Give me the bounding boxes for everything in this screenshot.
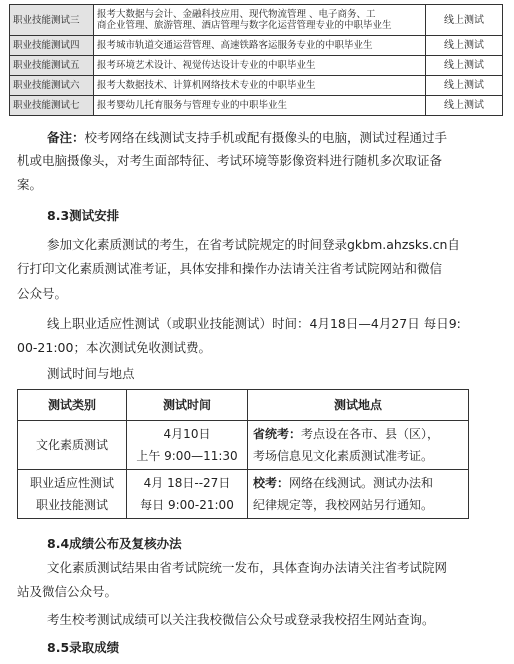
- test-name-cell: 职业技能测试七: [10, 96, 94, 116]
- place-line: [253, 423, 463, 445]
- table-header-row: [18, 390, 469, 421]
- table-caption: 测试时间与地点: [47, 366, 135, 381]
- section-heading: 8.4成绩公布及复核办法: [47, 536, 182, 551]
- table-row: [10, 56, 503, 76]
- table-row: [10, 36, 503, 56]
- paragraph-line: 参加文化素质测试的考生，在省考试院规定的时间登录gkbm.ahzsks.cn自: [47, 237, 460, 252]
- paragraph-line: 文化素质测试结果由省考试院统一发布，具体查询办法请关注省考试院网: [47, 560, 448, 575]
- test-name-cell: 职业技能测试六: [10, 76, 94, 96]
- test-mode-cell: 线上测试: [426, 56, 503, 76]
- time-line: 4月 18日--27日: [143, 476, 231, 490]
- table-row: [10, 5, 503, 36]
- place-text: 考点设在各市、县（区），: [301, 427, 440, 441]
- time-line: 每日 9:00-21:00: [140, 498, 234, 512]
- test-mode-cell: 线上测试: [426, 5, 503, 36]
- time-cell: [127, 470, 248, 519]
- table-row: [18, 421, 469, 470]
- note-line: 案。: [17, 177, 43, 192]
- note-label: 备注：: [47, 130, 85, 145]
- time-cell: [127, 421, 248, 470]
- test-mode-cell: 线上测试: [426, 76, 503, 96]
- test-name-cell: 职业技能测试五: [10, 56, 94, 76]
- paragraph-line: 站及微信公众号。: [17, 584, 118, 599]
- header-cell: 测试类别: [18, 390, 127, 421]
- schedule-table: [17, 389, 469, 519]
- test-desc-cell: 报考婴幼儿托育服务与管理专业的中职毕业生: [94, 96, 426, 116]
- desc-line: 商企业管理、旅游管理、酒店管理与数字化运营管理专业的中职毕业生: [97, 20, 392, 31]
- category-line: 职业技能测试: [35, 498, 108, 512]
- test-desc-cell: 报考城市轨道交通运营管理、高速铁路客运服务专业的中职毕业生: [94, 36, 426, 56]
- place-line: 考场信息见文化素质测试准考证。: [253, 449, 434, 463]
- paragraph-line: 00-21:00；本次测试免收测试费。: [17, 340, 211, 355]
- paragraph-line: 公众号。: [17, 286, 68, 301]
- test-name-cell: 职业技能测试四: [10, 36, 94, 56]
- paragraph-line: 考生校考测试成绩可以关注我校微信公众号或登录我校招生网站查询。: [47, 612, 435, 627]
- place-text: 网络在线测试。测试办法和: [289, 476, 434, 490]
- table-row: [18, 470, 469, 519]
- time-line: 上午 9:00—11:30: [136, 449, 238, 463]
- paragraph-line: 线上职业适应性测试（或职业技能测试）时间：4月18日—4月27日 每日9:: [47, 316, 461, 331]
- table-row: [10, 76, 503, 96]
- paragraph-line: 行打印文化素质测试准考证，具体安排和操作办法请关注省考试院网站和微信: [17, 261, 443, 276]
- place-label: 校考：: [253, 476, 290, 490]
- section-heading: 8.5录取成绩: [47, 640, 120, 655]
- place-line: 纪律规定等，我校网站另行通知。: [253, 498, 434, 512]
- note-line: 机或电脑摄像头，对考生面部特征、考试环境等影像资料进行随机多次取证备: [17, 153, 443, 168]
- test-name-cell: 职业技能测试三: [10, 5, 94, 36]
- header-cell: 测试时间: [127, 390, 248, 421]
- section-heading: 8.3测试安排: [47, 208, 120, 223]
- test-desc-cell: 报考环境艺术设计、视觉传达设计专业的中职毕业生: [94, 56, 426, 76]
- skill-test-table: [9, 4, 503, 116]
- place-cell: [248, 470, 469, 519]
- table-row: [10, 96, 503, 116]
- category-cell: 文化素质测试: [18, 421, 127, 470]
- note-line: [47, 130, 447, 146]
- desc-line: 报考大数据与会计、金融科技应用、现代物流管理 、电子商务、工: [97, 9, 376, 20]
- test-desc-cell: 报考大数据技术、计算机网络技术专业的中职毕业生: [94, 76, 426, 96]
- place-label: 省统考：: [253, 427, 302, 441]
- test-desc-cell: [94, 5, 426, 36]
- header-cell: 测试地点: [248, 390, 469, 421]
- note-text: 校考网络在线测试支持手机或配有摄像头的电脑，测试过程通过手: [84, 130, 448, 145]
- place-cell: [248, 421, 469, 470]
- time-line: 4月10日: [163, 427, 211, 441]
- test-mode-cell: 线上测试: [426, 36, 503, 56]
- category-cell: [18, 470, 127, 519]
- place-line: [253, 472, 463, 494]
- test-mode-cell: 线上测试: [426, 96, 503, 116]
- category-line: 职业适应性测试: [29, 476, 114, 490]
